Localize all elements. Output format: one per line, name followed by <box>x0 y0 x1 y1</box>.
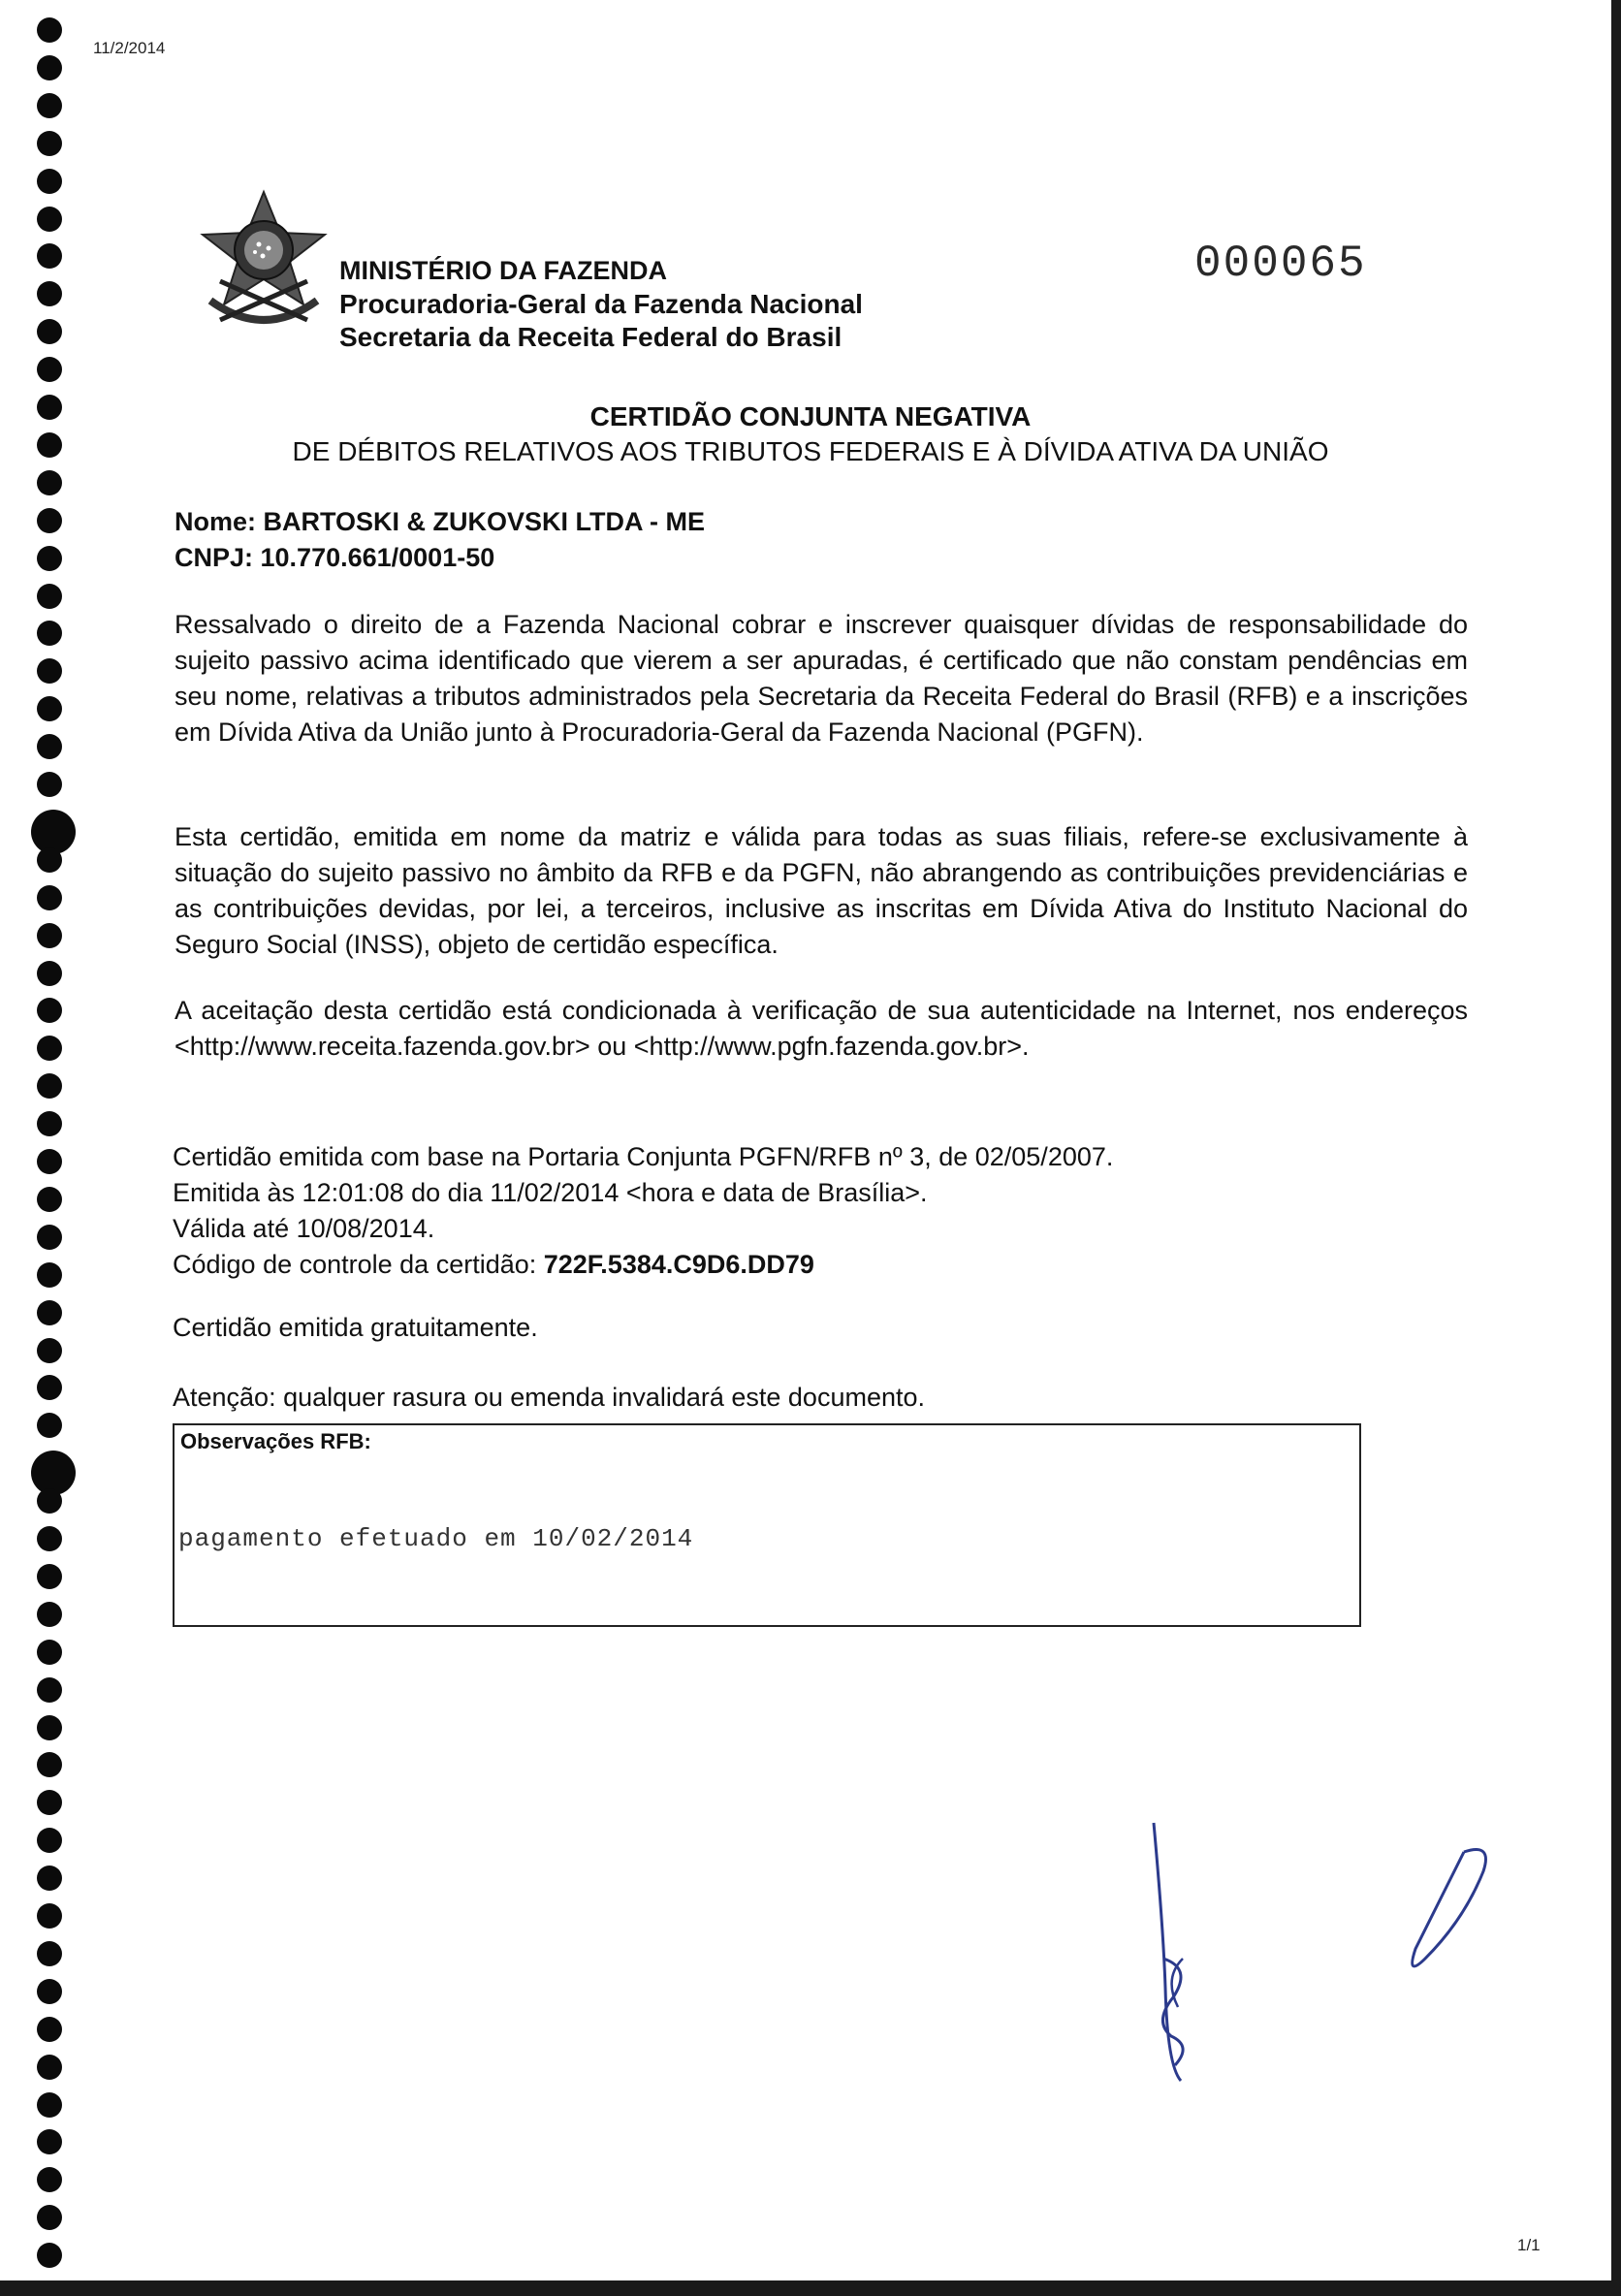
perforation-hole <box>37 2017 62 2042</box>
perforation-hole <box>37 1790 62 1815</box>
issuer-header <box>339 258 863 357</box>
perforation-hole <box>37 1036 62 1061</box>
perforation-hole <box>37 1941 62 1966</box>
perforation-hole <box>37 1225 62 1250</box>
perforation-holes <box>37 17 76 2286</box>
perforation-hole <box>37 1111 62 1136</box>
perforation-hole <box>37 2243 62 2268</box>
perforation-hole <box>37 1564 62 1589</box>
handwritten-signature <box>1125 1813 1512 2104</box>
perforation-hole <box>37 2167 62 2192</box>
paragraph-scope: Esta certidão, emitida em nome da matriz e válida para todas as suas filiais, refere-se exclusivamente à situação do sujeito passivo no âmbito da RFB e da PGFN, não abrangendo as contribuições previdenciárias e as contribuições devidas, por lei, a terceiros, inclusive as inscritas em Dívida Ativa do Instituto Nacional do Seguro Social (INSS), objeto de certidão específica. <box>175 822 1468 959</box>
procuradoria-name: Procuradoria-Geral da Fazenda Nacional <box>339 289 863 319</box>
scan-edge-bottom <box>0 2280 1621 2296</box>
perforation-hole <box>37 621 62 646</box>
perforation-hole <box>37 1300 62 1325</box>
secretaria-name: Secretaria da Receita Federal do Brasil <box>339 322 842 352</box>
emission-details <box>173 1139 1113 1283</box>
perforation-hole <box>37 998 62 1023</box>
perforation-hole <box>37 923 62 948</box>
perforation-hole <box>37 961 62 986</box>
perforation-hole <box>37 1073 62 1099</box>
perforation-hole <box>37 1187 62 1212</box>
perforation-hole <box>37 319 62 344</box>
perforation-hole <box>37 281 62 306</box>
perforation-hole <box>37 1262 62 1288</box>
perforation-hole <box>37 885 62 910</box>
perforation-hole <box>37 847 62 873</box>
emission-datetime: Emitida às 12:01:08 do dia 11/02/2014 <hora e data de Brasília>. <box>173 1178 928 1207</box>
taxpayer-cnpj: CNPJ: 10.770.661/0001-50 <box>175 543 495 572</box>
perforation-hole <box>37 1866 62 1891</box>
control-code-label: Código de controle da certidão: <box>173 1250 544 1279</box>
observations-label: Observações RFB: <box>180 1429 371 1453</box>
free-of-charge-note: Certidão emitida gratuitamente. <box>173 1313 538 1342</box>
perforation-hole <box>37 508 62 533</box>
control-code-line <box>173 1247 1113 1283</box>
perforation-hole <box>37 734 62 759</box>
perforation-hole <box>37 131 62 156</box>
print-date: 11/2/2014 <box>93 39 166 57</box>
perforation-hole <box>37 1828 62 1853</box>
page-stamp-number: 000065 <box>1194 239 1367 289</box>
validity-date: Válida até 10/08/2014. <box>173 1214 435 1243</box>
perforation-hole <box>37 470 62 495</box>
perforation-hole <box>37 55 62 80</box>
paragraph-no-debts: Ressalvado o direito de a Fazenda Nacional cobrar e inscrever quaisquer dívidas de responsabilidade do sujeito passivo acima identificado que vierem a ser apuradas, é certificado que não constam pendências em seu nome, relativas a tributos administrados pela Secretaria da Receita Federal do Brasil (RFB) e a inscrições em Dívida Ativa da União junto à Procuradoria-Geral da Fazenda Nacional (PGFN). <box>175 610 1468 747</box>
scan-edge-right <box>1611 0 1621 2296</box>
perforation-hole <box>37 17 62 43</box>
perforation-hole <box>37 243 62 269</box>
page-number: 1/1 <box>1517 2236 1541 2254</box>
perforation-hole <box>37 1640 62 1665</box>
taxpayer-name: Nome: BARTOSKI & ZUKOVSKI LTDA - ME <box>175 507 706 536</box>
perforation-hole <box>37 658 62 684</box>
paragraph-authenticity: A aceitação desta certidão está condicionada à verificação de sua autenticidade na Internet, nos endereços <http://www.receita.fazenda.gov.br> ou <http://www.pgfn.fazenda.gov.br>. <box>175 996 1468 1061</box>
perforation-hole <box>37 772 62 797</box>
perforation-hole <box>37 584 62 609</box>
document-subtitle: DE DÉBITOS RELATIVOS AOS TRIBUTOS FEDERAIS E À DÍVIDA ATIVA DA UNIÃO <box>292 436 1329 466</box>
perforation-hole <box>37 1488 62 1514</box>
perforation-hole <box>37 1979 62 2004</box>
perforation-hole <box>37 1413 62 1438</box>
perforation-hole <box>37 357 62 382</box>
tamper-warning: Atenção: qualquer rasura ou emenda invalidará este documento. <box>173 1383 925 1412</box>
perforation-hole <box>37 1149 62 1174</box>
perforation-hole <box>37 1677 62 1703</box>
emission-basis: Certidão emitida com base na Portaria Conjunta PGFN/RFB nº 3, de 02/05/2007. <box>173 1142 1114 1171</box>
observations-box <box>173 1423 1361 1627</box>
perforation-hole <box>37 2055 62 2080</box>
perforation-hole <box>37 546 62 571</box>
perforation-hole <box>37 2092 62 2118</box>
perforation-hole <box>37 1903 62 1929</box>
perforation-hole <box>37 696 62 721</box>
observations-text: pagamento efetuado em 10/02/2014 <box>178 1524 694 1553</box>
perforation-hole <box>37 1375 62 1400</box>
perforation-hole <box>37 1602 62 1627</box>
perforation-hole <box>37 1338 62 1363</box>
perforation-hole <box>37 2205 62 2230</box>
perforation-hole <box>37 207 62 232</box>
perforation-hole <box>37 93 62 118</box>
document-title: CERTIDÃO CONJUNTA NEGATIVA <box>589 401 1032 431</box>
ministry-name: MINISTÉRIO DA FAZENDA <box>339 256 668 285</box>
perforation-hole <box>37 1752 62 1777</box>
perforation-hole <box>37 169 62 194</box>
taxpayer-identification <box>175 504 705 576</box>
perforation-hole <box>37 1715 62 1740</box>
coat-of-arms-seal <box>191 184 336 339</box>
control-code: 722F.5384.C9D6.DD79 <box>543 1250 814 1279</box>
perforation-hole <box>37 2129 62 2154</box>
perforation-hole <box>37 1526 62 1551</box>
